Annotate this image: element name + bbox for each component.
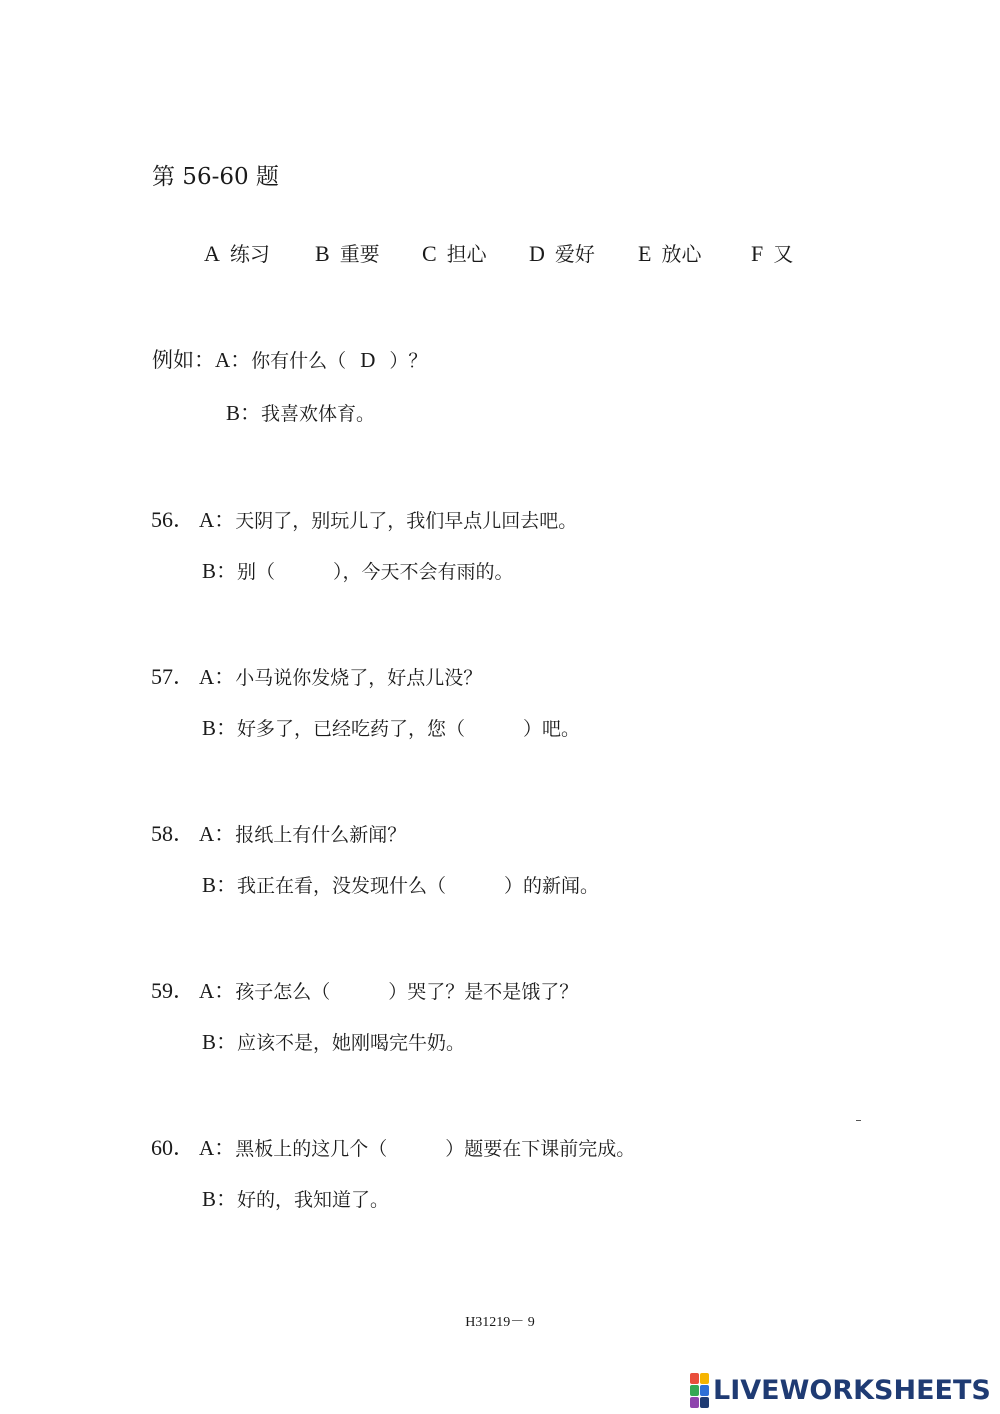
question-59-line-a: 59． A：孩子怎么（ ）哭了？是不是饿了？ <box>151 978 579 1003</box>
liveworksheets-logo-icon <box>690 1373 709 1408</box>
logo-text: LIVEWORKSHEETS <box>713 1374 991 1406</box>
liveworksheets-logo[interactable] <box>690 1372 991 1408</box>
question-56-line-b: B：别（ ），今天不会有雨的。 <box>202 559 514 583</box>
question-56-line-a: 56． A：天阴了，别玩儿了，我们早点儿回去吧。 <box>151 507 578 532</box>
option-c: C 担心 <box>422 241 487 266</box>
example-label: 例如： <box>152 348 215 372</box>
example-line-a: 例如：A：你有什么（ D ）？ <box>152 348 428 372</box>
option-a: A 练习 <box>204 241 270 266</box>
section-title: 第 56-60 题 <box>152 164 279 190</box>
page-footer: H31219－ 9 <box>465 1315 535 1330</box>
word-options <box>204 238 824 268</box>
option-e: E 放心 <box>638 241 702 266</box>
question-60-line-b: B：好的，我知道了。 <box>202 1187 390 1211</box>
option-b: B 重要 <box>315 241 380 266</box>
question-58-line-b: B：我正在看，没发现什么（ ）的新闻。 <box>202 873 600 897</box>
question-58-line-a: 58． A：报纸上有什么新闻？ <box>151 821 407 846</box>
stray-mark <box>856 1120 861 1121</box>
question-57-line-a: 57． A：小马说你发烧了，好点儿没？ <box>151 664 483 689</box>
example-line-b: B：我喜欢体育。 <box>226 401 376 425</box>
question-59-line-b: B：应该不是，她刚喝完牛奶。 <box>202 1030 466 1054</box>
option-f: F 又 <box>751 241 794 266</box>
question-57-line-b: B：好多了，已经吃药了，您（ ）吧。 <box>202 716 581 740</box>
option-d: D 爱好 <box>529 241 595 266</box>
example-answer: D <box>360 348 376 372</box>
question-60-line-a: 60． A：黑板上的这几个（ ）题要在下课前完成。 <box>151 1135 636 1160</box>
